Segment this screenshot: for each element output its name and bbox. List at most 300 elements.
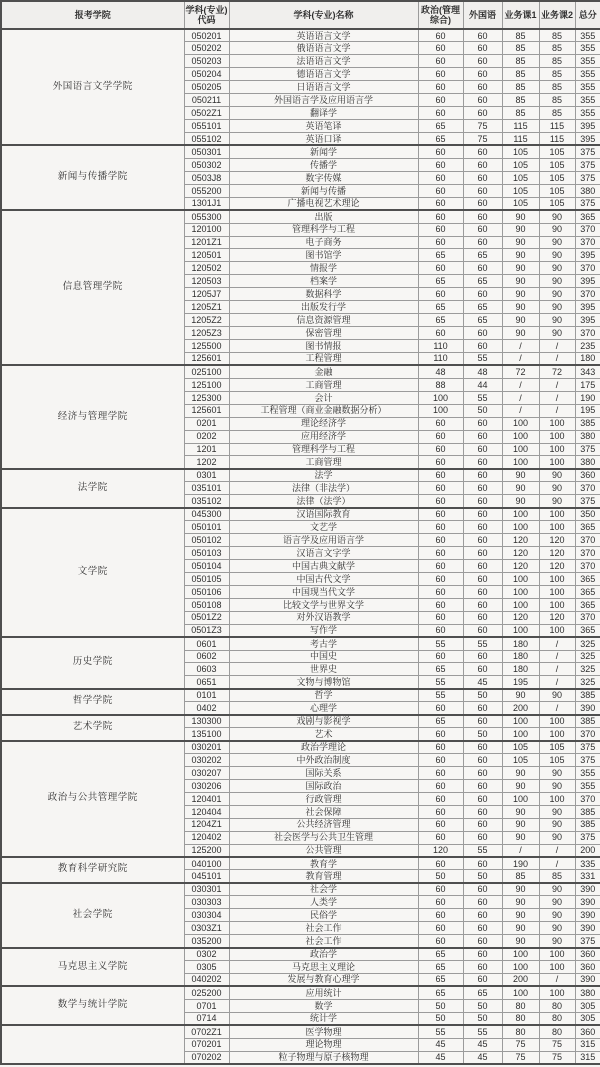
cell-subject-code: 050103	[184, 547, 229, 560]
cell-course1-score: 100	[502, 728, 539, 741]
cell-subject-name: 档案学	[229, 275, 418, 288]
cell-total-score: 370	[575, 792, 600, 805]
cell-foreign-language-score: 60	[463, 831, 502, 844]
table-row	[1, 145, 600, 158]
cell-foreign-language-score: 60	[463, 547, 502, 560]
cell-subject-name: 汉语国际教育	[229, 508, 418, 521]
cell-course1-score: 100	[502, 961, 539, 974]
cell-course1-score: /	[502, 391, 539, 404]
cell-subject-code: 0601	[184, 637, 229, 650]
cell-foreign-language-score: 60	[463, 158, 502, 171]
cell-foreign-language-score: 60	[463, 909, 502, 922]
cell-total-score: 390	[575, 883, 600, 896]
cell-college-name: 新闻与传播学院	[1, 145, 184, 210]
cell-foreign-language-score: 55	[463, 352, 502, 365]
cell-course2-score: 90	[539, 301, 575, 314]
cell-subject-name: 出版发行学	[229, 301, 418, 314]
cell-politics-score: 60	[418, 896, 463, 909]
cell-subject-code: 0501Z3	[184, 624, 229, 637]
cell-course1-score: 100	[502, 572, 539, 585]
cell-foreign-language-score: 60	[463, 262, 502, 275]
cell-foreign-language-score: 60	[463, 559, 502, 572]
cell-subject-name: 信息资源管理	[229, 314, 418, 327]
cell-subject-code: 0503J8	[184, 171, 229, 184]
cell-course2-score: /	[539, 637, 575, 650]
cell-total-score: 325	[575, 650, 600, 663]
cell-subject-code: 050205	[184, 81, 229, 94]
cell-total-score: 395	[575, 120, 600, 133]
cell-course2-score: /	[539, 857, 575, 870]
cell-politics-score: 65	[418, 715, 463, 728]
cell-subject-name: 哲学	[229, 689, 418, 702]
cell-foreign-language-score: 65	[463, 301, 502, 314]
cell-total-score: 360	[575, 1025, 600, 1038]
cell-total-score: 375	[575, 495, 600, 508]
cell-subject-name: 中国史	[229, 650, 418, 663]
cell-politics-score: 60	[418, 624, 463, 637]
cell-foreign-language-score: 60	[463, 508, 502, 521]
cell-foreign-language-score: 60	[463, 818, 502, 831]
cell-politics-score: 60	[418, 184, 463, 197]
cell-politics-score: 60	[418, 792, 463, 805]
cell-subject-name: 保密管理	[229, 327, 418, 340]
cell-course2-score: 105	[539, 754, 575, 767]
table-row	[1, 857, 600, 870]
cell-college-name: 历史学院	[1, 637, 184, 689]
cell-course2-score: 90	[539, 210, 575, 223]
cell-politics-score: 60	[418, 766, 463, 779]
cell-politics-score: 60	[418, 650, 463, 663]
cell-college-name: 文学院	[1, 508, 184, 637]
cell-course1-score: 85	[502, 870, 539, 883]
cell-subject-code: 030303	[184, 896, 229, 909]
cell-subject-name: 金融	[229, 365, 418, 378]
cell-subject-code: 1201Z1	[184, 236, 229, 249]
cell-politics-score: 55	[418, 1025, 463, 1038]
cell-course2-score: 85	[539, 29, 575, 42]
cell-course1-score: 120	[502, 559, 539, 572]
cell-total-score: 355	[575, 42, 600, 55]
cell-course1-score: 90	[502, 275, 539, 288]
cell-politics-score: 60	[418, 559, 463, 572]
cell-course2-score: 100	[539, 715, 575, 728]
col-header-total: 总分	[575, 1, 600, 29]
cell-course1-score: 90	[502, 495, 539, 508]
cell-course2-score: 90	[539, 779, 575, 792]
cell-course2-score: 90	[539, 805, 575, 818]
header-row	[1, 1, 600, 29]
cell-foreign-language-score: 60	[463, 857, 502, 870]
cell-foreign-language-score: 55	[463, 637, 502, 650]
cell-total-score: 375	[575, 145, 600, 158]
cell-subject-code: 0501Z2	[184, 611, 229, 624]
cell-subject-code: 120501	[184, 249, 229, 262]
cell-politics-score: 60	[418, 107, 463, 120]
col-header-course2: 业务课2	[539, 1, 575, 29]
cell-course2-score: 85	[539, 870, 575, 883]
cell-course2-score: 90	[539, 766, 575, 779]
cell-total-score: 305	[575, 999, 600, 1012]
cell-foreign-language-score: 60	[463, 961, 502, 974]
cell-total-score: 355	[575, 94, 600, 107]
cell-foreign-language-score: 60	[463, 663, 502, 676]
cell-subject-code: 050302	[184, 158, 229, 171]
cell-course2-score: 75	[539, 1038, 575, 1051]
cell-course2-score: 90	[539, 689, 575, 702]
cell-foreign-language-score: 45	[463, 1051, 502, 1064]
table-row	[1, 1025, 600, 1038]
cell-subject-name: 教育管理	[229, 870, 418, 883]
cell-total-score: 380	[575, 430, 600, 443]
cell-course2-score: 90	[539, 482, 575, 495]
cell-course2-score: 85	[539, 81, 575, 94]
table-row	[1, 469, 600, 482]
cell-total-score: 200	[575, 844, 600, 857]
cell-total-score: 315	[575, 1051, 600, 1064]
cell-foreign-language-score: 55	[463, 844, 502, 857]
cell-course1-score: 100	[502, 417, 539, 430]
cell-course1-score: 90	[502, 689, 539, 702]
cell-subject-name: 工程管理（商业金融数据分析）	[229, 404, 418, 417]
cell-college-name: 数学与统计学院	[1, 986, 184, 1025]
cell-course1-score: 195	[502, 676, 539, 689]
cell-politics-score: 60	[418, 611, 463, 624]
cell-subject-name: 法律（法学）	[229, 495, 418, 508]
cell-subject-code: 1202	[184, 456, 229, 469]
cell-course2-score: 105	[539, 741, 575, 754]
cell-course1-score: 190	[502, 857, 539, 870]
cell-course1-score: 100	[502, 430, 539, 443]
cell-course2-score: 100	[539, 948, 575, 961]
cell-course1-score: 100	[502, 598, 539, 611]
cell-politics-score: 55	[418, 689, 463, 702]
cell-course1-score: 100	[502, 715, 539, 728]
cell-course1-score: 180	[502, 637, 539, 650]
cell-total-score: 343	[575, 365, 600, 378]
cell-total-score: 375	[575, 831, 600, 844]
cell-subject-code: 050211	[184, 94, 229, 107]
cell-total-score: 355	[575, 779, 600, 792]
cell-course2-score: 100	[539, 792, 575, 805]
cell-subject-code: 120503	[184, 275, 229, 288]
cell-politics-score: 60	[418, 55, 463, 68]
cell-total-score: 385	[575, 805, 600, 818]
cell-total-score: 235	[575, 340, 600, 353]
cell-politics-score: 60	[418, 158, 463, 171]
cell-subject-name: 数学	[229, 999, 418, 1012]
cell-course2-score: 90	[539, 262, 575, 275]
cell-subject-code: 1205Z2	[184, 314, 229, 327]
col-header-college: 报考学院	[1, 1, 184, 29]
cell-politics-score: 60	[418, 145, 463, 158]
cell-total-score: 375	[575, 935, 600, 948]
cell-course1-score: 90	[502, 909, 539, 922]
cell-total-score: 175	[575, 378, 600, 391]
cell-subject-code: 0201	[184, 417, 229, 430]
cell-total-score: 305	[575, 1012, 600, 1025]
cell-course2-score: 90	[539, 275, 575, 288]
cell-subject-code: 050106	[184, 585, 229, 598]
cell-foreign-language-score: 60	[463, 521, 502, 534]
cell-politics-score: 60	[418, 779, 463, 792]
cell-subject-code: 050101	[184, 521, 229, 534]
cell-politics-score: 60	[418, 508, 463, 521]
table-row	[1, 986, 600, 999]
cell-course1-score: 72	[502, 365, 539, 378]
cell-subject-code: 045101	[184, 870, 229, 883]
cell-total-score: 370	[575, 482, 600, 495]
cell-foreign-language-score: 60	[463, 81, 502, 94]
cell-course1-score: 105	[502, 184, 539, 197]
cell-foreign-language-score: 50	[463, 870, 502, 883]
cell-subject-name: 英语笔译	[229, 120, 418, 133]
cell-subject-name: 国际关系	[229, 766, 418, 779]
cell-course1-score: 105	[502, 145, 539, 158]
cell-subject-code: 050301	[184, 145, 229, 158]
cell-foreign-language-score: 60	[463, 754, 502, 767]
cell-course1-score: 90	[502, 249, 539, 262]
cell-total-score: 375	[575, 443, 600, 456]
cell-politics-score: 60	[418, 935, 463, 948]
cell-subject-name: 管理科学与工程	[229, 443, 418, 456]
cell-course2-score: 105	[539, 171, 575, 184]
cell-politics-score: 60	[418, 534, 463, 547]
cell-course2-score: /	[539, 973, 575, 986]
cell-subject-name: 国际政治	[229, 779, 418, 792]
cell-politics-score: 120	[418, 844, 463, 857]
cell-subject-name: 文艺学	[229, 521, 418, 534]
cell-total-score: 355	[575, 107, 600, 120]
cell-total-score: 385	[575, 818, 600, 831]
cell-foreign-language-score: 60	[463, 94, 502, 107]
table-row	[1, 715, 600, 728]
cell-foreign-language-score: 60	[463, 650, 502, 663]
cell-subject-name: 社会医学与公共卫生管理	[229, 831, 418, 844]
cell-course1-score: 75	[502, 1051, 539, 1064]
cell-college-name	[1, 1025, 184, 1064]
cell-college-name: 法学院	[1, 469, 184, 508]
cell-course1-score: 90	[502, 314, 539, 327]
cell-course2-score: 80	[539, 1012, 575, 1025]
cell-subject-code: 050203	[184, 55, 229, 68]
cell-course2-score: /	[539, 352, 575, 365]
cell-total-score: 360	[575, 469, 600, 482]
cell-subject-code: 1205Z1	[184, 301, 229, 314]
cell-course1-score: 90	[502, 301, 539, 314]
cell-subject-code: 1301J1	[184, 197, 229, 210]
cell-total-score: 331	[575, 870, 600, 883]
cell-politics-score: 60	[418, 922, 463, 935]
cell-college-name: 哲学学院	[1, 689, 184, 715]
cell-politics-score: 65	[418, 663, 463, 676]
cell-politics-score: 60	[418, 521, 463, 534]
cell-foreign-language-score: 60	[463, 741, 502, 754]
cell-total-score: 395	[575, 275, 600, 288]
cell-subject-name: 民俗学	[229, 909, 418, 922]
cell-subject-name: 工程管理	[229, 352, 418, 365]
cell-total-score: 325	[575, 637, 600, 650]
cell-foreign-language-score: 50	[463, 689, 502, 702]
cell-subject-code: 030202	[184, 754, 229, 767]
cell-total-score: 365	[575, 585, 600, 598]
cell-foreign-language-score: 45	[463, 1038, 502, 1051]
cell-politics-score: 60	[418, 236, 463, 249]
cell-total-score: 380	[575, 986, 600, 999]
cell-subject-name: 法学	[229, 469, 418, 482]
cell-total-score: 325	[575, 676, 600, 689]
cell-politics-score: 60	[418, 456, 463, 469]
cell-foreign-language-score: 55	[463, 391, 502, 404]
cell-subject-name: 公共经济管理	[229, 818, 418, 831]
cell-total-score: 395	[575, 249, 600, 262]
cell-course1-score: 90	[502, 818, 539, 831]
cell-course1-score: 90	[502, 327, 539, 340]
cell-subject-code: 1205Z3	[184, 327, 229, 340]
cell-subject-code: 025100	[184, 365, 229, 378]
cell-subject-name: 翻译学	[229, 107, 418, 120]
cell-subject-name: 俄语语言文学	[229, 42, 418, 55]
cell-total-score: 385	[575, 715, 600, 728]
cell-subject-code: 125200	[184, 844, 229, 857]
cell-subject-code: 1204Z1	[184, 818, 229, 831]
cell-course2-score: /	[539, 702, 575, 715]
cell-foreign-language-score: 50	[463, 999, 502, 1012]
cell-subject-name: 心理学	[229, 702, 418, 715]
cell-college-name: 社会学院	[1, 883, 184, 948]
cell-course2-score: /	[539, 391, 575, 404]
cell-subject-name: 英语口译	[229, 133, 418, 146]
cell-politics-score: 110	[418, 352, 463, 365]
cell-politics-score: 60	[418, 417, 463, 430]
cell-subject-code: 055200	[184, 184, 229, 197]
cell-course2-score: 100	[539, 443, 575, 456]
cell-course1-score: 85	[502, 29, 539, 42]
cell-total-score: 355	[575, 55, 600, 68]
cell-foreign-language-score: 65	[463, 249, 502, 262]
cell-course2-score: 85	[539, 107, 575, 120]
cell-course1-score: 90	[502, 922, 539, 935]
cell-course1-score: 90	[502, 896, 539, 909]
cell-course2-score: 105	[539, 197, 575, 210]
cell-course1-score: /	[502, 352, 539, 365]
cell-subject-name: 外国语言学及应用语言学	[229, 94, 418, 107]
cell-subject-code: 1205J7	[184, 288, 229, 301]
cell-course2-score: 90	[539, 909, 575, 922]
cell-course2-score: 85	[539, 94, 575, 107]
cell-subject-name: 中国现当代文学	[229, 585, 418, 598]
cell-college-name: 信息管理学院	[1, 210, 184, 365]
cell-politics-score: 55	[418, 676, 463, 689]
cell-politics-score: 60	[418, 210, 463, 223]
cell-subject-name: 世界史	[229, 663, 418, 676]
cell-politics-score: 60	[418, 482, 463, 495]
cell-course1-score: 120	[502, 547, 539, 560]
cell-subject-code: 070202	[184, 1051, 229, 1064]
cell-subject-name: 马克思主义理论	[229, 961, 418, 974]
cell-course2-score: 100	[539, 961, 575, 974]
cell-course2-score: 100	[539, 585, 575, 598]
cell-politics-score: 60	[418, 857, 463, 870]
cell-subject-name: 考古学	[229, 637, 418, 650]
cell-politics-score: 65	[418, 314, 463, 327]
cell-foreign-language-score: 60	[463, 611, 502, 624]
cell-politics-score: 60	[418, 430, 463, 443]
cell-foreign-language-score: 60	[463, 107, 502, 120]
cell-total-score: 355	[575, 81, 600, 94]
cell-subject-name: 比较文学与世界文学	[229, 598, 418, 611]
cell-college-name: 经济与管理学院	[1, 365, 184, 469]
cell-course2-score: 90	[539, 495, 575, 508]
cell-total-score: 370	[575, 559, 600, 572]
cell-subject-code: 0305	[184, 961, 229, 974]
cell-course1-score: 85	[502, 107, 539, 120]
cell-course1-score: 100	[502, 456, 539, 469]
cell-subject-name: 数字传媒	[229, 171, 418, 184]
cell-subject-name: 公共管理	[229, 844, 418, 857]
cell-subject-name: 应用统计	[229, 986, 418, 999]
cell-course2-score: 90	[539, 249, 575, 262]
cell-subject-code: 050104	[184, 559, 229, 572]
cell-total-score: 375	[575, 171, 600, 184]
cell-course2-score: 100	[539, 456, 575, 469]
cell-subject-code: 045300	[184, 508, 229, 521]
cell-foreign-language-score: 44	[463, 378, 502, 391]
cell-foreign-language-score: 60	[463, 456, 502, 469]
cell-course2-score: 120	[539, 611, 575, 624]
cell-subject-code: 030301	[184, 883, 229, 896]
cell-politics-score: 60	[418, 443, 463, 456]
cell-politics-score: 65	[418, 249, 463, 262]
cell-foreign-language-score: 60	[463, 585, 502, 598]
cell-politics-score: 60	[418, 469, 463, 482]
cell-subject-code: 0602	[184, 650, 229, 663]
cell-subject-code: 050204	[184, 68, 229, 81]
cell-politics-score: 60	[418, 94, 463, 107]
cell-politics-score: 45	[418, 1051, 463, 1064]
cell-subject-name: 政治学	[229, 948, 418, 961]
cell-subject-code: 0101	[184, 689, 229, 702]
cell-subject-name: 理论物理	[229, 1038, 418, 1051]
cell-total-score: 375	[575, 741, 600, 754]
cell-course1-score: 90	[502, 236, 539, 249]
cell-subject-name: 粒子物理与原子核物理	[229, 1051, 418, 1064]
cell-subject-code: 050102	[184, 534, 229, 547]
cell-total-score: 335	[575, 857, 600, 870]
cell-politics-score: 60	[418, 547, 463, 560]
cell-subject-name: 图书情报	[229, 340, 418, 353]
cell-politics-score: 65	[418, 986, 463, 999]
cell-subject-code: 050108	[184, 598, 229, 611]
cell-course2-score: 115	[539, 133, 575, 146]
cell-subject-code: 125601	[184, 404, 229, 417]
cell-subject-code: 030201	[184, 741, 229, 754]
cell-course1-score: 105	[502, 171, 539, 184]
cell-foreign-language-score: 60	[463, 288, 502, 301]
cell-total-score: 390	[575, 702, 600, 715]
cell-politics-score: 60	[418, 288, 463, 301]
cell-course1-score: /	[502, 844, 539, 857]
cell-college-name: 政治与公共管理学院	[1, 741, 184, 857]
cell-total-score: 365	[575, 624, 600, 637]
cell-politics-score: 55	[418, 637, 463, 650]
cell-foreign-language-score: 60	[463, 883, 502, 896]
cell-total-score: 195	[575, 404, 600, 417]
cell-subject-name: 电子商务	[229, 236, 418, 249]
cell-politics-score: 65	[418, 301, 463, 314]
table-row	[1, 210, 600, 223]
cell-politics-score: 88	[418, 378, 463, 391]
cell-politics-score: 60	[418, 68, 463, 81]
